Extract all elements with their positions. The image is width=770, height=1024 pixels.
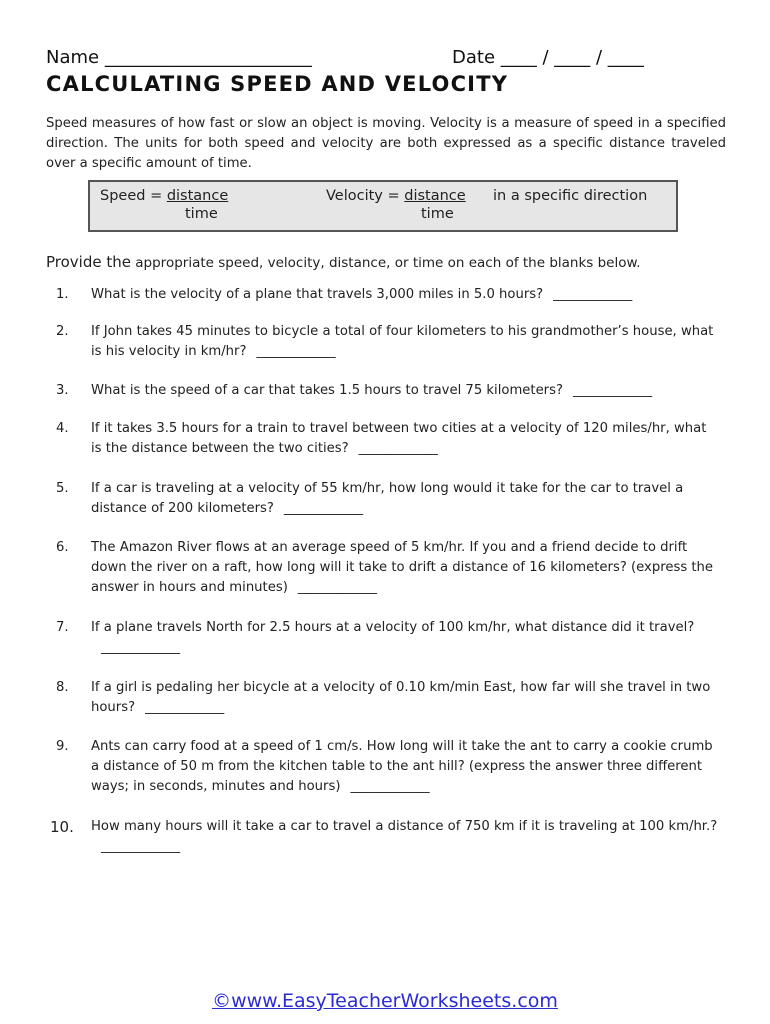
question-text: What is the velocity of a plane that travels 3,000 miles in 5.0 hours? ____________ [91, 287, 633, 302]
speed-prefix: Speed = [100, 188, 167, 204]
answer-blank: ____________ [553, 287, 633, 302]
name-field-label: Name _______________________ [46, 47, 312, 68]
velocity-numerator: distance [404, 188, 466, 204]
website-link[interactable]: ©www.EasyTeacherWorksheets.com [212, 990, 558, 1012]
question-text: If a car is traveling at a velocity of 55 km/hr, how long would it take for the car to travel a distance of 200 kilometers? ____________ [91, 481, 684, 516]
question-number: 9. [56, 739, 69, 754]
question-number: 5. [56, 481, 69, 496]
velocity-formula [326, 188, 466, 204]
question-text: If it takes 3.5 hours for a train to travel between two cities at a velocity of 120 miles/hr, what is the distance between the two cities? ____________ [91, 421, 707, 456]
answer-blank: ____________ [101, 839, 181, 854]
answer-blank: ____________ [145, 700, 225, 715]
velocity-denominator: time [421, 206, 454, 222]
question-number: 2. [56, 324, 69, 339]
answer-blank: ____________ [101, 640, 181, 655]
question-number: 7. [56, 620, 69, 635]
question-number: 3. [56, 383, 69, 398]
speed-numerator: distance [166, 188, 229, 204]
intro-paragraph: Speed measures of how fast or slow an object is moving. Velocity is a measure of speed in a specified direction. The units for both speed and velocity are both expressed as a specific distance traveled over a specific amount of time. [46, 116, 726, 171]
question-text: Ants can carry food at a speed of 1 cm/s. How long will it take the ant to carry a cookie crumb a distance of 50 m from the kitchen table to the ant hill? (express the answer three different ways; in seconds, minutes and hours) ____________ [91, 739, 713, 794]
instructions-rest: appropriate speed, velocity, distance, or time on each of the blanks below. [130, 255, 641, 271]
worksheet-title: CALCULATING SPEED AND VELOCITY [46, 72, 509, 96]
answer-blank: ____________ [297, 580, 377, 595]
question-number: 10. [50, 818, 74, 836]
answer-blank: ____________ [350, 779, 430, 794]
speed-formula [100, 188, 228, 204]
question-text: How many hours will it take a car to travel a distance of 750 km if it is traveling at 100 km/hr.?____________ [91, 819, 718, 854]
question-text: If John takes 45 minutes to bicycle a total of four kilometers to his grandmother’s house, what is his velocity in km/hr? ____________ [91, 324, 714, 359]
answer-blank: ____________ [283, 501, 364, 516]
instructions [46, 253, 641, 271]
footer [0, 990, 770, 1012]
question-number: 6. [56, 540, 69, 555]
question-text: If a girl is pedaling her bicycle at a velocity of 0.10 km/min East, how far will she travel in two hours? ____________ [91, 680, 711, 715]
velocity-prefix: Velocity = [326, 188, 405, 204]
question-text: If a plane travels North for 2.5 hours at a velocity of 100 km/hr, what distance did it travel?____________ [91, 620, 695, 655]
formula-box [88, 180, 678, 232]
question-text: What is the speed of a car that takes 1.5 hours to travel 75 kilometers? ____________ [91, 383, 653, 398]
answer-blank: ____________ [256, 344, 336, 359]
question-number: 4. [56, 421, 69, 436]
date-field-label: Date ____ / ____ / ____ [452, 47, 644, 68]
question-text: The Amazon River flows at an average speed of 5 km/hr. If you and a friend decide to drift down the river on a raft, how long will it take to drift a distance of 16 kilometers? (express the answer in hours and minutes) ____________ [91, 540, 714, 595]
question-number: 8. [56, 680, 69, 695]
answer-blank: ____________ [572, 383, 653, 398]
instructions-lead: Provide the [46, 253, 131, 271]
velocity-suffix: in a specific direction [493, 188, 648, 204]
question-number: 1. [56, 287, 69, 302]
speed-denominator: time [185, 206, 218, 222]
answer-blank: ____________ [358, 441, 438, 456]
